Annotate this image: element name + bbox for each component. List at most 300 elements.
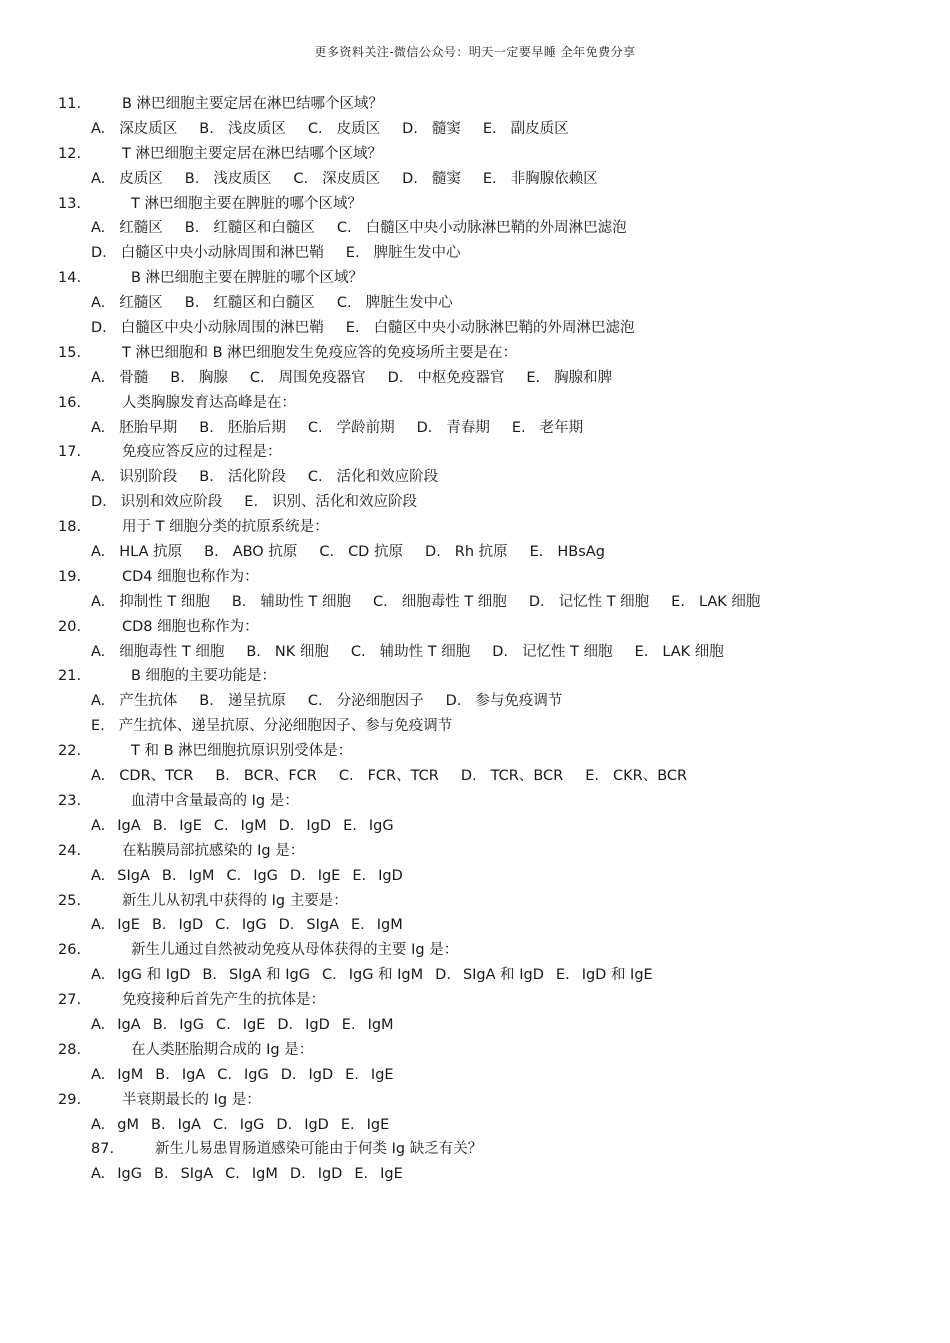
question-number: 25.: [58, 892, 82, 909]
option-letter: A.: [91, 967, 106, 984]
option-letter: D.: [280, 1066, 297, 1083]
option: [217, 1063, 268, 1088]
option-text: 学龄前期: [336, 419, 395, 436]
question-number: 13.: [58, 195, 82, 212]
option: [492, 640, 612, 665]
option: [91, 316, 324, 341]
question-text: 新生儿通过自然被动免疫从母体获得的主要 Ig 是：: [131, 942, 459, 959]
option-letter: B.: [161, 867, 177, 884]
option-text: 脾脏生发中心: [373, 245, 461, 262]
option: [352, 864, 402, 889]
option: [91, 416, 177, 441]
option-letter: D.: [289, 1166, 306, 1183]
option-letter: C.: [225, 1166, 240, 1183]
option: [91, 1162, 142, 1187]
option: [342, 1013, 394, 1038]
question-number: 29.: [58, 1091, 82, 1108]
option-text: IgD: [178, 917, 204, 934]
option: [346, 316, 635, 341]
option: [351, 913, 403, 938]
option-letter: B.: [184, 170, 200, 187]
option: [185, 216, 315, 241]
option-text: 髓窦: [431, 120, 461, 137]
option-text: gM: [117, 1116, 139, 1133]
option-text: 白髓区中央小动脉周围的淋巴鞘: [120, 320, 324, 337]
option: [91, 540, 182, 565]
option-text: IgE: [370, 1066, 394, 1083]
option-text: 抑制性 T 细胞: [119, 593, 210, 610]
question-text: B 细胞的主要功能是：: [131, 668, 277, 685]
option-text: 红髓区和白髓区: [213, 295, 315, 312]
option: [373, 590, 507, 615]
option-letter: B.: [202, 967, 217, 984]
question-text: T 淋巴细胞主要在脾脏的哪个区域？: [131, 195, 362, 212]
option-letter: C.: [215, 1016, 231, 1033]
option-letter: E.: [341, 1016, 356, 1033]
option-letter: A.: [91, 120, 106, 137]
option-letter: E.: [529, 544, 544, 561]
option-letter: B.: [184, 295, 200, 312]
option-letter: C.: [336, 220, 352, 237]
question-number: 26.: [58, 942, 82, 959]
option-text: 辅助性 T 细胞: [379, 643, 471, 660]
question-number: 19.: [58, 568, 82, 585]
question-line: [58, 391, 928, 416]
option-letter: C.: [307, 120, 323, 137]
option: [199, 689, 286, 714]
option-text: 胸腺和脾: [554, 369, 613, 386]
option-text: 浅皮质区: [227, 120, 286, 137]
option: [341, 1113, 389, 1138]
question-line: [58, 92, 928, 117]
option-text: SIgA: [180, 1166, 214, 1183]
option-text: IgD: [306, 817, 332, 834]
question-line: [58, 440, 928, 465]
question-text: 新生儿从初乳中获得的 Ig 主要是：: [122, 892, 348, 909]
option-letter: D.: [460, 768, 477, 785]
option: [204, 540, 297, 565]
option-letter: A.: [91, 469, 106, 486]
question-number: 11.: [58, 96, 82, 112]
option: [425, 540, 508, 565]
option: [417, 416, 490, 441]
option: [199, 117, 286, 142]
option-text: 产生抗体、递呈抗原、分泌细胞因子、参与免疫调节: [118, 718, 453, 735]
options-row: [58, 764, 928, 789]
option-letter: B.: [204, 544, 219, 561]
question-text: 在粘膜局部抗感染的 Ig 是：: [122, 842, 305, 859]
option-text: 皮质区: [119, 170, 163, 187]
option-text: IgA: [177, 1116, 201, 1133]
option-text: IgM: [367, 1016, 394, 1033]
option-text: IgD: [305, 1016, 330, 1033]
option-letter: B.: [152, 1016, 168, 1033]
option-letter: A.: [91, 1116, 106, 1133]
option: [585, 764, 687, 789]
option-letter: E.: [555, 967, 570, 984]
question-number: 15.: [58, 344, 82, 361]
option-text: 红髓区: [119, 295, 163, 312]
question-text: B 淋巴细胞主要在脾脏的哪个区域？: [131, 270, 364, 287]
option: [225, 1162, 278, 1187]
option: [91, 640, 224, 665]
option: [151, 1113, 201, 1138]
option-text: 辅助性 T 细胞: [260, 593, 351, 610]
option: [91, 963, 190, 988]
options-row: [58, 416, 928, 441]
option-letter: D.: [289, 867, 306, 884]
option: [435, 963, 544, 988]
question-line: [58, 889, 928, 914]
options-row: [58, 167, 928, 192]
option-text: IgG 和 IgM: [348, 967, 424, 984]
option-letter: A.: [91, 643, 106, 660]
question-number: 87.: [91, 1141, 115, 1158]
option-text: 周围免疫器官: [278, 369, 366, 386]
option-text: 记忆性 T 细胞: [521, 643, 613, 660]
option-text: IgG: [368, 817, 394, 834]
option-text: CD 抗原: [348, 544, 403, 561]
option-letter: D.: [445, 693, 462, 710]
option: [319, 540, 403, 565]
option: [232, 590, 351, 615]
option-letter: C.: [249, 369, 265, 386]
option-letter: C.: [213, 817, 229, 834]
option-text: IgG: [179, 1016, 204, 1033]
option: [214, 814, 267, 839]
option-letter: C.: [217, 1066, 232, 1083]
option: [185, 167, 272, 192]
options-row: [58, 590, 928, 615]
question-line: [58, 1137, 928, 1162]
option: [153, 1013, 204, 1038]
options-row: [58, 814, 928, 839]
option-text: 白髓区中央小动脉淋巴鞘的外周淋巴滤泡: [365, 220, 627, 237]
option-letter: E.: [345, 1066, 359, 1083]
option: [343, 814, 394, 839]
option-letter: D.: [424, 544, 441, 561]
options-row: [58, 465, 928, 490]
option-letter: B.: [246, 643, 261, 660]
options-row: [58, 117, 928, 142]
option-text: SIgA 和 IgD: [462, 967, 544, 984]
option: [244, 490, 417, 515]
option-text: IgE: [380, 1166, 403, 1183]
option-text: IgG: [243, 1066, 269, 1083]
option: [170, 366, 228, 391]
option-text: IgM: [240, 817, 267, 834]
option-letter: B.: [184, 220, 200, 237]
option: [308, 689, 424, 714]
option-letter: D.: [278, 917, 295, 934]
question-line: [58, 789, 928, 814]
option-letter: E.: [345, 320, 360, 337]
option: [529, 590, 649, 615]
option-text: 浅皮质区: [213, 170, 272, 187]
question-number: 22.: [58, 743, 82, 760]
option-text: 骨髓: [119, 369, 149, 386]
option-letter: A.: [91, 419, 106, 436]
option: [556, 963, 653, 988]
option-letter: D.: [402, 170, 418, 187]
option-text: 细胞毒性 T 细胞: [119, 643, 225, 660]
question-line: [58, 839, 928, 864]
option-letter: B.: [152, 817, 168, 834]
option-text: IgG: [253, 867, 278, 884]
option: [91, 714, 452, 739]
option-text: CDR、TCR: [119, 768, 194, 785]
question-line: [58, 1038, 928, 1063]
option-letter: D.: [91, 245, 107, 262]
options-row: [58, 490, 928, 515]
option-letter: E.: [351, 917, 365, 934]
option-text: IgM: [117, 1066, 144, 1083]
option-text: 红髓区: [119, 220, 163, 237]
option: [277, 1013, 329, 1038]
option: [461, 764, 563, 789]
option: [351, 640, 470, 665]
options-row: [58, 291, 928, 316]
option: [91, 814, 141, 839]
option-text: IgD: [317, 1166, 343, 1183]
option-letter: E.: [526, 369, 541, 386]
option: [308, 416, 395, 441]
option-text: SIgA: [306, 917, 339, 934]
option-text: LAK 细胞: [698, 593, 761, 610]
option-text: 分泌细胞因子: [336, 693, 424, 710]
option-letter: C.: [307, 469, 323, 486]
option-text: 识别、活化和效应阶段: [272, 494, 418, 511]
option-text: IgA: [181, 1066, 206, 1083]
option: [91, 590, 210, 615]
question-number: 12.: [58, 145, 82, 162]
question-text: CD4 细胞也称作为：: [122, 568, 259, 585]
option-letter: A.: [91, 1166, 106, 1183]
option-text: 产生抗体: [119, 693, 178, 710]
options-row: [58, 216, 928, 241]
option: [91, 1013, 141, 1038]
option-text: HBsAg: [557, 544, 605, 561]
option: [91, 764, 193, 789]
option-text: IgG: [241, 917, 267, 934]
option: [215, 764, 317, 789]
option-text: IgE: [242, 1016, 266, 1033]
option: [483, 167, 598, 192]
option: [91, 689, 177, 714]
option-letter: B.: [199, 693, 214, 710]
option-letter: E.: [585, 768, 600, 785]
option-letter: C.: [321, 967, 337, 984]
option-letter: C.: [307, 693, 323, 710]
option-letter: E.: [482, 170, 497, 187]
question-number: 28.: [58, 1041, 82, 1058]
question-line: [58, 988, 928, 1013]
question-line: [58, 1088, 928, 1113]
option-text: IgE: [317, 867, 341, 884]
question-number: 18.: [58, 519, 82, 536]
option-letter: B.: [215, 768, 230, 785]
question-text: 血清中含量最高的 Ig 是：: [131, 792, 299, 809]
option-letter: A.: [91, 817, 106, 834]
option: [213, 1113, 264, 1138]
option-letter: D.: [91, 320, 107, 337]
option: [91, 167, 163, 192]
question-text: 新生儿易患胃肠道感染可能由于何类 Ig 缺乏有关？: [155, 1141, 483, 1158]
question-line: [58, 515, 928, 540]
option-letter: D.: [91, 494, 107, 511]
option: [153, 814, 202, 839]
question-text: 用于 T 细胞分类的抗原系统是：: [122, 519, 329, 536]
question-text: 免疫接种后首先产生的抗体是：: [122, 992, 325, 1009]
option: [337, 216, 627, 241]
option-letter: C.: [212, 1116, 228, 1133]
option-text: 白髓区中央小动脉周围和淋巴鞘: [120, 245, 324, 262]
option-letter: C.: [338, 768, 354, 785]
option: [216, 1013, 265, 1038]
option-text: IgG 和 IgD: [117, 967, 191, 984]
option-text: 深皮质区: [119, 120, 178, 137]
option-text: 青春期: [446, 419, 490, 436]
option: [526, 366, 612, 391]
option-text: 识别阶段: [119, 469, 178, 486]
option-text: IgE: [179, 817, 202, 834]
option-letter: D.: [276, 1116, 293, 1133]
option-letter: C.: [226, 867, 242, 884]
option-letter: E.: [91, 718, 105, 735]
option-letter: A.: [91, 170, 106, 187]
option-letter: E.: [345, 245, 360, 262]
option: [293, 167, 380, 192]
option: [91, 465, 177, 490]
option: [279, 814, 331, 839]
option-letter: A.: [91, 1016, 106, 1033]
option: [290, 864, 340, 889]
option-text: 中枢免疫器官: [417, 369, 505, 386]
option-text: FCR、TCR: [367, 768, 439, 785]
option-letter: C.: [215, 917, 230, 934]
option-letter: E.: [634, 643, 649, 660]
option-letter: D.: [492, 643, 508, 660]
option-letter: D.: [402, 120, 418, 137]
question-line: [58, 341, 928, 366]
option-letter: C.: [307, 419, 323, 436]
option-text: CKR、BCR: [613, 768, 688, 785]
option-letter: E.: [340, 1116, 355, 1133]
question-number: 17.: [58, 444, 82, 461]
option: [483, 117, 569, 142]
option: [91, 1063, 143, 1088]
option: [152, 913, 203, 938]
question-line: [58, 142, 928, 167]
question-number: 27.: [58, 992, 82, 1009]
option-letter: B.: [155, 1066, 170, 1083]
option-text: LAK 细胞: [662, 643, 724, 660]
option-letter: A.: [91, 1066, 106, 1083]
option-letter: A.: [91, 917, 106, 934]
question-number: 23.: [58, 792, 82, 809]
option: [91, 490, 222, 515]
option-letter: E.: [354, 1166, 369, 1183]
option: [91, 913, 140, 938]
option: [202, 963, 310, 988]
option: [91, 241, 324, 266]
option-text: IgG: [117, 1166, 142, 1183]
option: [154, 1162, 213, 1187]
option: [91, 117, 177, 142]
options-row: [58, 640, 928, 665]
question-line: [58, 266, 928, 291]
option: [155, 1063, 205, 1088]
option: [308, 465, 438, 490]
option: [337, 291, 453, 316]
option: [345, 1063, 393, 1088]
question-text: T 淋巴细胞和 B 淋巴细胞发生免疫应答的免疫场所主要是在：: [122, 344, 518, 361]
option-letter: B.: [231, 593, 247, 610]
question-text: 人类胸腺发育达高峰是在：: [122, 394, 296, 411]
option-text: IgD: [308, 1066, 334, 1083]
option: [246, 640, 329, 665]
option-text: TCR、BCR: [490, 768, 564, 785]
option: [290, 1162, 342, 1187]
option-text: IgA: [117, 1016, 141, 1033]
option-letter: B.: [199, 419, 214, 436]
option-text: 髓窦: [431, 170, 461, 187]
question-line: [58, 938, 928, 963]
question-text: T 和 B 淋巴细胞抗原识别受体是：: [131, 743, 353, 760]
option-text: SIgA: [117, 867, 150, 884]
option: [91, 1113, 139, 1138]
option-text: 记忆性 T 细胞: [558, 593, 650, 610]
option-text: NK 细胞: [274, 643, 329, 660]
question-number: 20.: [58, 618, 82, 635]
option-letter: C.: [293, 170, 309, 187]
option-letter: B.: [199, 120, 214, 137]
option-text: HLA 抗原: [119, 544, 183, 561]
option-letter: D.: [528, 593, 545, 610]
option-letter: A.: [91, 220, 106, 237]
option-letter: A.: [91, 867, 106, 884]
option-text: 白髓区中央小动脉淋巴鞘的外周淋巴滤泡: [373, 320, 635, 337]
option-text: 深皮质区: [322, 170, 381, 187]
option: [512, 416, 583, 441]
option-letter: D.: [416, 419, 433, 436]
option-text: IgG: [239, 1116, 265, 1133]
option: [91, 216, 163, 241]
question-number: 21.: [58, 668, 82, 685]
option-text: IgM: [188, 867, 215, 884]
option-letter: E.: [352, 867, 367, 884]
option: [530, 540, 605, 565]
option-text: IgM: [251, 1166, 278, 1183]
option-letter: E.: [511, 419, 526, 436]
option-text: 活化和效应阶段: [336, 469, 439, 486]
question-line: [58, 565, 928, 590]
option-text: IgD 和 IgE: [581, 967, 653, 984]
options-row: [58, 316, 928, 341]
option: [281, 1063, 333, 1088]
options-row: [58, 913, 928, 938]
option: [279, 913, 339, 938]
question-number: 14.: [58, 270, 82, 287]
options-row: [58, 1113, 928, 1138]
option-text: 胸腺: [198, 369, 228, 386]
option-letter: B.: [151, 1116, 166, 1133]
option-text: 非胸腺依赖区: [510, 170, 598, 187]
option: [91, 864, 150, 889]
option: [185, 291, 315, 316]
option: [250, 366, 366, 391]
question-list: [58, 92, 928, 1187]
